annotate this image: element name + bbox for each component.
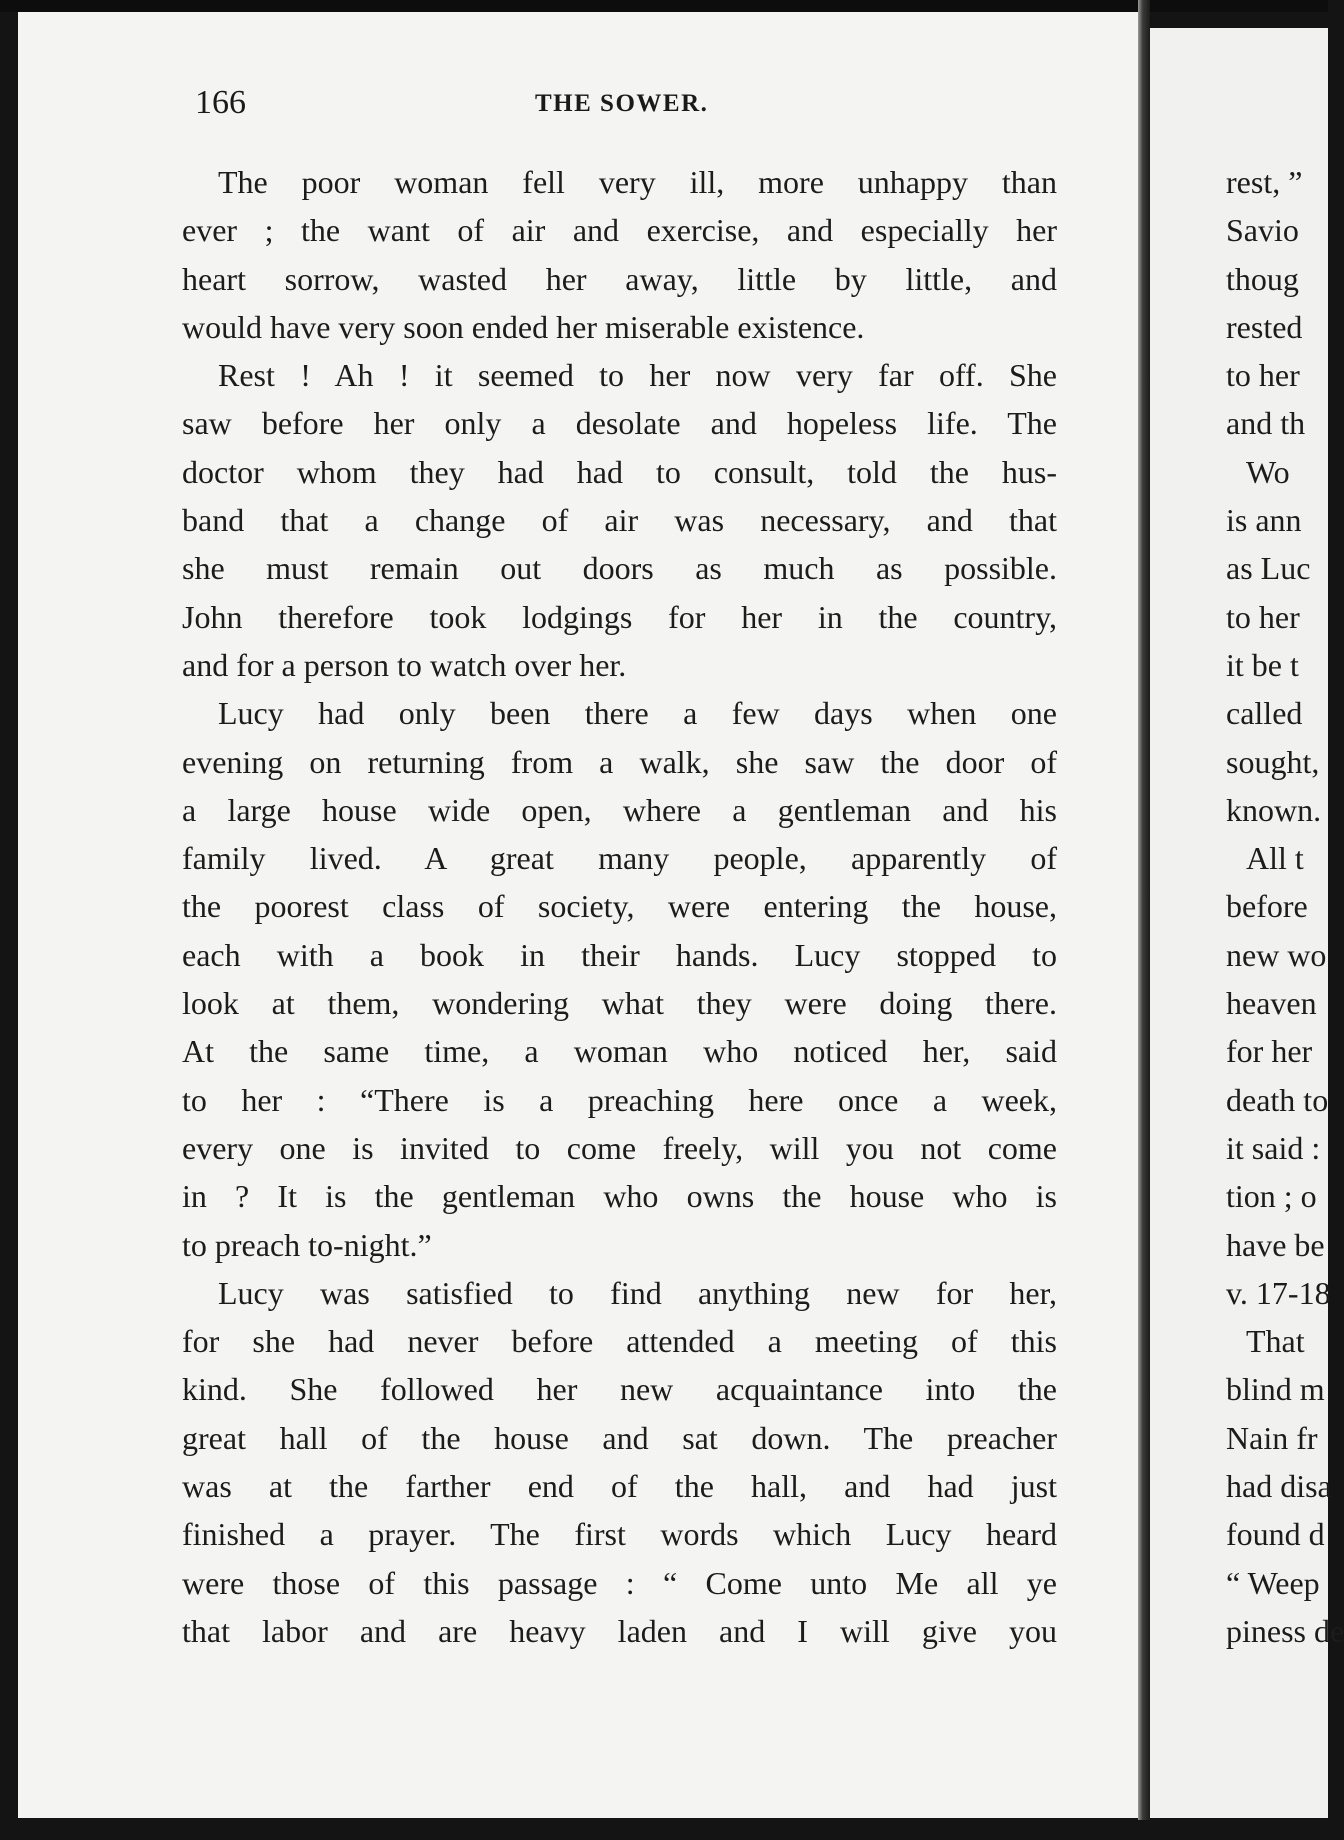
right-text-fragment: thoug	[1226, 260, 1299, 297]
right-text-fragment: Nain fr	[1226, 1419, 1318, 1456]
text-line: The poor woman fell very ill, more unhappy than	[218, 164, 1057, 200]
right-text-fragment: new wo	[1226, 936, 1327, 973]
right-text-fragment: called	[1226, 695, 1303, 732]
text-line: every one is invited to come freely, will you not come	[182, 1129, 1057, 1166]
right-text-fragment: blind m	[1226, 1371, 1325, 1408]
right-text-fragment: rested	[1226, 308, 1303, 345]
right-text-fragment: is ann	[1226, 502, 1302, 539]
right-text-fragment: to her	[1226, 357, 1300, 394]
right-text-fragment: v. 17-18	[1226, 1274, 1331, 1311]
text-line: would have very soon ended her miserable existence.	[182, 308, 865, 345]
right-text-fragment: to her	[1226, 598, 1300, 635]
right-text-fragment: That	[1246, 1323, 1305, 1360]
text-line: for she had never before attended a meeting of this	[182, 1323, 1057, 1360]
right-text-fragment: it be t	[1226, 646, 1299, 683]
right-text-fragment: sought,	[1226, 743, 1320, 780]
right-text-fragment: tion ; o	[1226, 1178, 1317, 1215]
text-line: Lucy was satisfied to find anything new for her,	[218, 1274, 1057, 1311]
running-title: THE SOWER.	[535, 90, 709, 117]
scan-edge	[0, 0, 1328, 12]
right-text-fragment: and th	[1226, 405, 1306, 442]
right-text-fragment: had disa	[1226, 1468, 1332, 1505]
text-line: she must remain out doors as much as possible.	[182, 550, 1057, 587]
text-line: that labor and are heavy laden and I will give you	[182, 1612, 1057, 1649]
page-number: 166	[195, 84, 246, 121]
text-line: doctor whom they had had to consult, told the hus-	[182, 453, 1057, 490]
text-line: heart sorrow, wasted her away, little by little, and	[182, 260, 1057, 297]
right-text-fragment: known.	[1226, 791, 1322, 828]
right-text-fragment: All t	[1246, 840, 1304, 877]
text-line: evening on returning from a walk, she saw the door of	[182, 743, 1057, 780]
text-line: saw before her only a desolate and hopeless life. The	[182, 405, 1057, 442]
right-text-fragment: piness de	[1226, 1612, 1344, 1649]
book-gutter	[1138, 0, 1150, 1820]
right-text-fragment: for her	[1226, 1033, 1313, 1070]
text-line: finished a prayer. The first words which Lucy heard	[182, 1516, 1057, 1553]
text-line: each with a book in their hands. Lucy stopped to	[182, 936, 1057, 973]
text-line: was at the farther end of the hall, and had just	[182, 1468, 1057, 1505]
right-text-fragment: rest, ”	[1226, 164, 1303, 200]
text-line: Rest ! Ah ! it seemed to her now very far off. She	[218, 357, 1057, 394]
right-text-fragment: Savio	[1226, 212, 1299, 249]
text-line: John therefore took lodgings for her in the country,	[182, 598, 1057, 635]
text-line: kind. She followed her new acquaintance into the	[182, 1371, 1057, 1408]
right-text-fragment: death to	[1226, 1081, 1329, 1118]
right-text-fragment: before	[1226, 888, 1308, 925]
right-text-fragment: heaven	[1226, 985, 1317, 1022]
right-text-fragment: found d	[1226, 1516, 1325, 1553]
text-line: look at them, wondering what they were doing there.	[182, 985, 1057, 1022]
text-line: in ? It is the gentleman who owns the house who is	[182, 1178, 1057, 1215]
text-line: band that a change of air was necessary, and that	[182, 502, 1057, 539]
text-line: and for a person to watch over her.	[182, 646, 627, 683]
text-line: were those of this passage : “ Come unto Me all ye	[182, 1564, 1057, 1601]
text-line: ever ; the want of air and exercise, and especially her	[182, 212, 1057, 249]
right-text-fragment: Wo	[1246, 453, 1290, 490]
page-header	[195, 84, 1055, 134]
body-text	[182, 158, 1057, 1655]
text-line: great hall of the house and sat down. The preacher	[182, 1419, 1057, 1456]
text-line: At the same time, a woman who noticed her, said	[182, 1033, 1057, 1070]
right-text-fragment: have be	[1226, 1226, 1325, 1263]
text-line: Lucy had only been there a few days when one	[218, 695, 1057, 732]
right-text-fragment: as Luc	[1226, 550, 1311, 587]
text-line: a large house wide open, where a gentleman and his	[182, 791, 1057, 828]
right-text-fragment: “ Weep	[1226, 1564, 1320, 1601]
text-line: the poorest class of society, were entering the house,	[182, 888, 1057, 925]
text-line: family lived. A great many people, apparently of	[182, 840, 1057, 877]
text-line: to her : “There is a preaching here once a week,	[182, 1081, 1057, 1118]
text-line: to preach to-night.”	[182, 1226, 432, 1263]
right-text-fragment: it said :	[1226, 1129, 1321, 1166]
right-page-text	[1226, 158, 1344, 1655]
